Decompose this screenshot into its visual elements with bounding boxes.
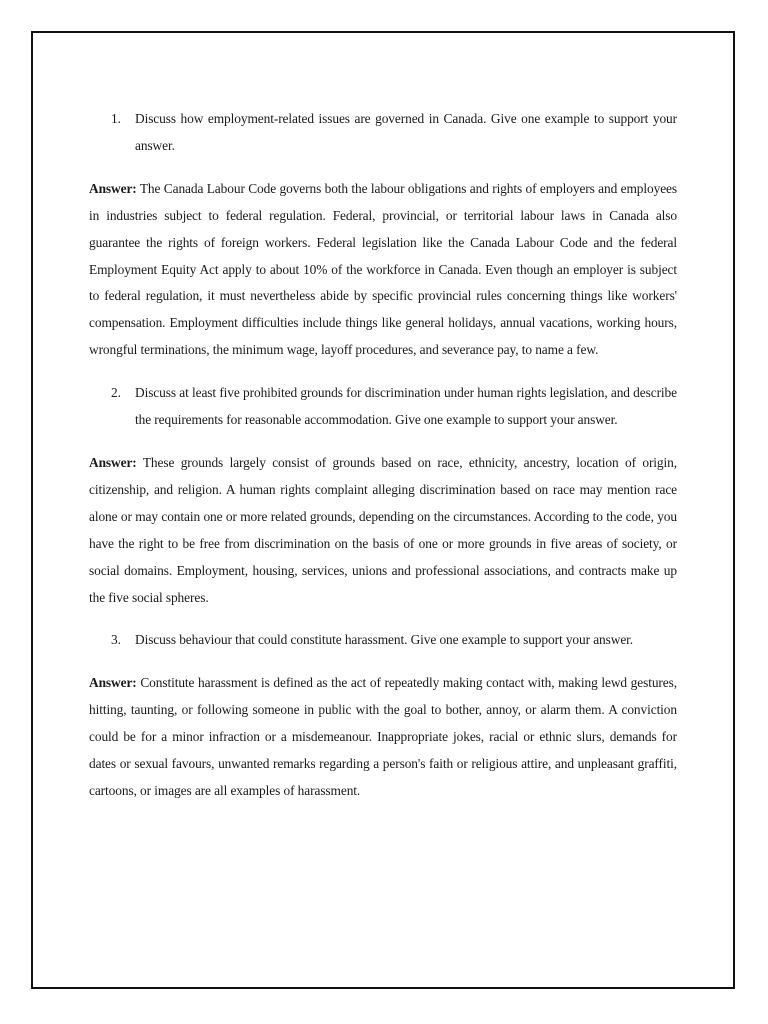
- document-body: [89, 106, 677, 821]
- answer-label: Answer:: [89, 454, 137, 470]
- answer-2: [89, 450, 677, 611]
- answer-text: Constitute harassment is defined as the act of repeatedly making contact with, making lewd gestures, hitting, taunting, or following someone in public with the goal to bother, annoy, or alarm them. A conviction could be for a minor infraction or a misdemeanour. Inappropriate jokes, racial or ethnic slurs, demands for dates or sexual favours, unwanted remarks regarding a person's faith or religious attire, and unpleasant graffiti, cartoons, or images are all examples of harassment.: [89, 675, 677, 798]
- question-text: Discuss at least five prohibited grounds for discrimination under human rights legislation, and describe the requirements for reasonable accommodation. Give one example to support your answer.: [135, 385, 677, 428]
- question-2: [89, 380, 677, 434]
- question-text: Discuss behaviour that could constitute harassment. Give one example to support your answer.: [135, 632, 634, 648]
- answer-text: The Canada Labour Code governs both the labour obligations and rights of employers and employees in industries subject to federal regulation. Federal, provincial, or territorial labour laws in Canada also guarantee the rights of foreign workers. Federal legislation like the Canada Labour Code and the federal Employment Equity Act apply to about 10% of the workforce in Canada. Even though an employer is subject to federal regulation, it must nevertheless abide by specific provincial rules concerning things like workers' compensation. Employment difficulties include things like general holidays, annual vacations, working hours, wrongful terminations, the minimum wage, layoff procedures, and severance pay, to name a few.: [89, 180, 677, 358]
- answer-1: [89, 176, 677, 364]
- question-number: 2.: [111, 385, 121, 401]
- answer-text: These grounds largely consist of grounds based on race, ethnicity, ancestry, location of origin, citizenship, and religion. A human rights complaint alleging discrimination based on race may mention race alone or may contain one or more related grounds, depending on the circumstances. According to the code, you have the right to be free from discrimination on the basis of one or more grounds in five areas of society, or social domains. Employment, housing, services, unions and professional associations, and contracts make up the five social spheres.: [89, 454, 677, 605]
- answer-label: Answer:: [89, 180, 137, 196]
- question-1: [89, 106, 677, 160]
- question-number: 1.: [111, 111, 121, 126]
- answer-3: [89, 670, 677, 805]
- question-3: [89, 627, 677, 654]
- answer-label: Answer:: [89, 675, 137, 691]
- question-number: 3.: [111, 632, 121, 648]
- question-text: Discuss how employment-related issues are governed in Canada. Give one example to support your answer.: [135, 111, 677, 153]
